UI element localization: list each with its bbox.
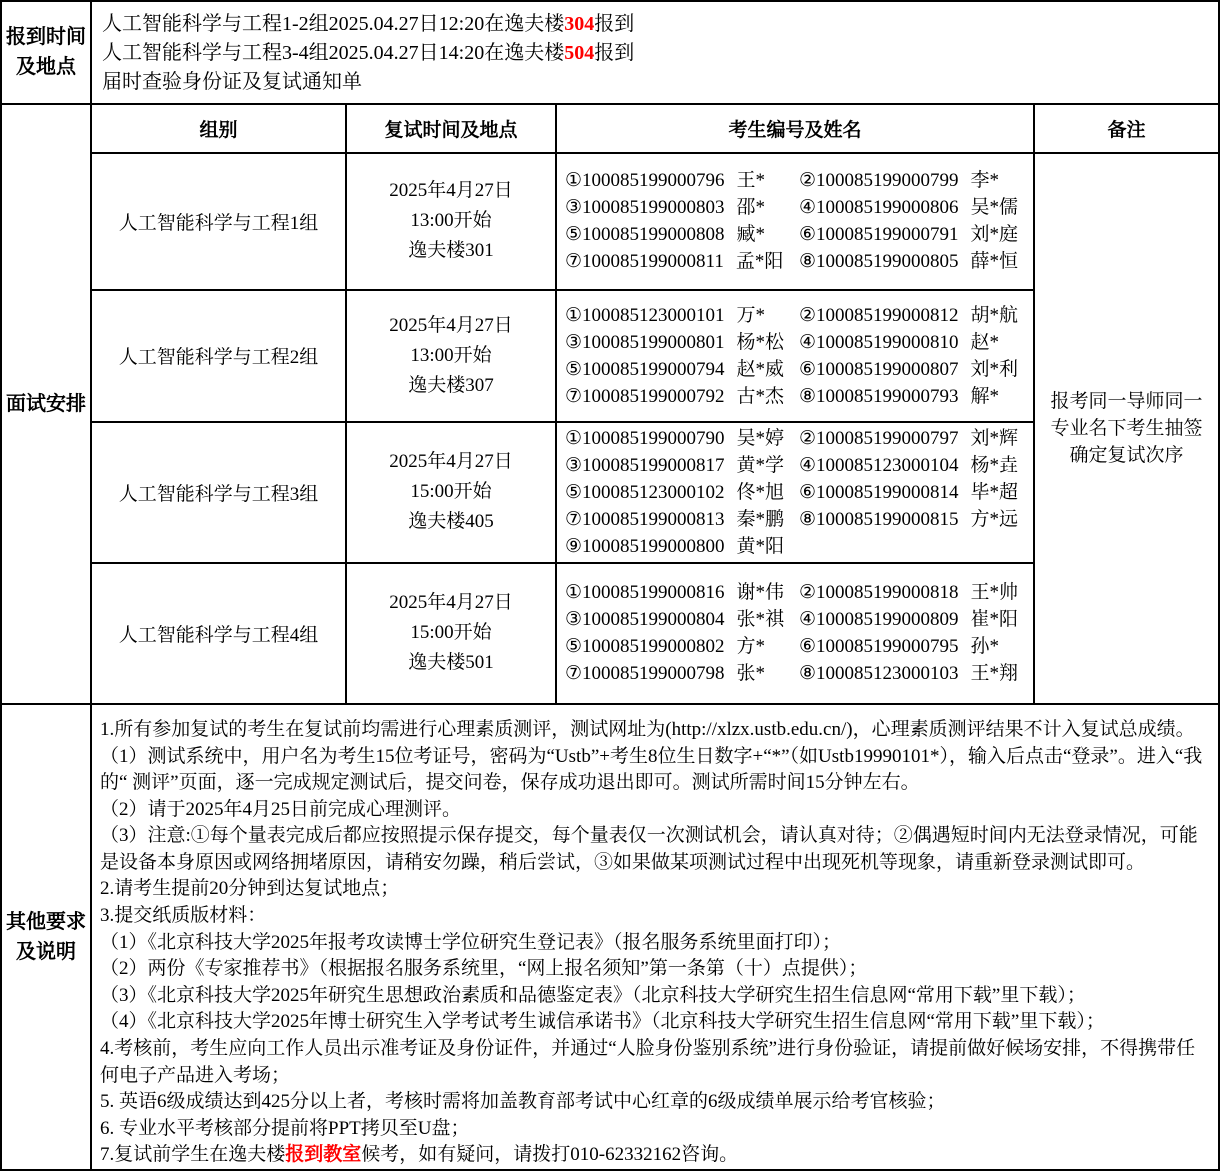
candidate-number: ⑤	[565, 636, 583, 658]
candidate-id: 100085123000104	[816, 454, 959, 476]
group-name-cell: 人工智能科学与工程2组	[92, 291, 347, 423]
candidate-id: 100085199000791	[816, 224, 959, 246]
candidate-number: ④	[799, 609, 817, 631]
interview-table	[92, 105, 1218, 703]
candidate-id: 100085199000790	[582, 427, 725, 449]
column-header-group: 组别	[92, 105, 347, 154]
candidate-number: ⑨	[565, 535, 583, 557]
candidate-number: ⑧	[799, 663, 817, 685]
checkin-label-line-2: 及地点	[16, 56, 76, 79]
note-line	[100, 1089, 1208, 1116]
candidate-entry	[565, 221, 799, 248]
candidate-id: 100085199000799	[816, 170, 959, 192]
candidate-id: 100085199000801	[582, 331, 725, 353]
candidate-number: ⑦	[565, 251, 583, 273]
highlighted-text: 504	[564, 42, 595, 64]
candidate-number: ⑥	[799, 481, 817, 503]
interview-section	[2, 105, 1218, 705]
candidate-number: ③	[565, 609, 583, 631]
candidate-id: 100085199000800	[582, 535, 725, 557]
time-line: 2025年4月27日	[389, 592, 513, 614]
candidate-id: 100085123000103	[816, 663, 959, 685]
candidate-name: 臧*	[736, 224, 766, 246]
candidate-number: ⑦	[565, 385, 583, 407]
candidate-entry	[799, 660, 1018, 687]
candidate-number: ①	[565, 304, 583, 326]
checkin-line	[102, 68, 1208, 97]
candidate-id: 100085199000802	[582, 636, 725, 658]
candidate-number: ①	[565, 582, 583, 604]
candidate-number: ⑤	[565, 224, 583, 246]
text-run: 报到	[594, 42, 635, 64]
candidate-name: 吴*婷	[736, 427, 785, 449]
candidate-number: ③	[565, 331, 583, 353]
candidate-entry	[799, 606, 1018, 633]
candidate-entry	[565, 506, 799, 533]
text-run: （4）《北京科技大学2025年博士研究生入学考试考生诚信承诺书》（北京科技大学研究生招生信息网“常用下载”里下载）；	[100, 1011, 1105, 1033]
candidate-entry	[565, 533, 799, 560]
candidate-entry	[799, 221, 1018, 248]
candidate-id: 100085123000101	[582, 304, 725, 326]
group-time-cell	[347, 291, 557, 423]
candidate-name: 解*	[970, 385, 1000, 407]
candidate-name: 毕*超	[970, 481, 1019, 503]
group-candidates-cell	[557, 564, 1035, 703]
candidate-id: 100085123000102	[582, 481, 725, 503]
candidate-entry	[799, 579, 1018, 606]
text-run: （2）两份《专家推荐书》（根据报名服务系统里，“网上报名须知”第一条第（十）点提供）；	[100, 958, 868, 980]
candidate-name: 杨*垚	[970, 454, 1019, 476]
group-name-cell: 人工智能科学与工程3组	[92, 423, 347, 564]
candidate-name: 方*远	[970, 508, 1019, 530]
candidate-number: ⑤	[565, 358, 583, 380]
candidate-name: 谢*伟	[736, 582, 785, 604]
text-run: 人工智能科学与工程3-4组2025.04.27日14:20在逸夫楼	[102, 42, 565, 64]
candidate-entry	[799, 479, 1018, 506]
candidate-id: 100085199000815	[816, 508, 959, 530]
group-name-cell: 人工智能科学与工程4组	[92, 564, 347, 703]
candidate-id: 100085199000817	[582, 454, 725, 476]
candidate-name: 杨*松	[736, 331, 785, 353]
candidate-entry	[799, 452, 1018, 479]
note-line	[100, 983, 1208, 1010]
interview-section-label	[2, 105, 92, 703]
candidate-name: 邵*	[736, 197, 766, 219]
candidate-id: 100085199000798	[582, 663, 725, 685]
column-header-candidates: 考生编号及姓名	[557, 105, 1035, 154]
remark-cell: 报考同一导师同一专业名下考生抽签确定复试次序	[1050, 390, 1203, 466]
candidates-grid	[565, 425, 1018, 560]
candidate-entry	[565, 302, 799, 329]
candidate-entry	[799, 425, 1018, 452]
other-section-label	[2, 705, 92, 1169]
candidate-name: 张*	[736, 663, 766, 685]
candidates-grid	[565, 302, 1018, 410]
group-time-cell	[347, 564, 557, 703]
candidate-id: 100085199000816	[582, 582, 725, 604]
candidate-id: 100085199000809	[816, 609, 959, 631]
other-label-line-2: 及说明	[16, 940, 76, 963]
candidate-id: 100085199000795	[816, 636, 959, 658]
note-line	[100, 903, 1208, 930]
text-run: 1.所有参加复试的考生在复试前均需进行心理素质测评，测试网址为(http://xlzx.ustb.edu.cn/)，心理素质测评结果不计入复试总成绩。	[100, 718, 1195, 740]
candidate-id: 100085199000792	[582, 385, 725, 407]
candidate-name: 王*帅	[970, 582, 1019, 604]
candidate-entry	[565, 194, 799, 221]
notes-content	[92, 705, 1218, 1169]
candidate-name: 赵*威	[736, 358, 785, 380]
candidate-entry	[799, 356, 1018, 383]
candidate-entry	[565, 633, 799, 660]
note-line	[100, 797, 1208, 824]
text-run: 人工智能科学与工程1-2组2025.04.27日12:20在逸夫楼	[102, 13, 565, 35]
candidate-id: 100085199000803	[582, 197, 725, 219]
text-run: 报到	[594, 13, 635, 35]
note-line	[100, 1116, 1208, 1143]
time-line: 15:00开始	[410, 481, 492, 503]
candidate-number: ⑤	[565, 481, 583, 503]
checkin-section	[2, 2, 1218, 105]
candidate-entry	[565, 479, 799, 506]
candidate-name: 秦*鹏	[736, 508, 785, 530]
note-line	[100, 1142, 1208, 1169]
text-run: （2）请于2025年4月25日前完成心理测评。	[100, 798, 462, 820]
text-run: （3）《北京科技大学2025年研究生思想政治素质和品德鉴定表》（北京科技大学研究生招生信息网“常用下载”里下载）；	[100, 984, 1086, 1006]
text-run: （1）测试系统中，用户名为考生15位考证号，密码为“Ustb”+考生8位生日数字+“*”（如Ustb19990101*），输入后点击“登录”。进入“我的“ 测评”页面，逐一完成规定测试后，提交问卷，保存成功退出即可。测试所需时间15分钟左右。	[100, 745, 1203, 794]
candidate-entry	[799, 167, 1018, 194]
candidate-entry	[565, 329, 799, 356]
candidate-number: ④	[799, 331, 817, 353]
text-run: 2.请考生提前20分钟到达复试地点；	[100, 878, 400, 900]
text-run: 3.提交纸质版材料：	[100, 905, 267, 927]
candidate-number: ⑥	[799, 224, 817, 246]
candidate-entry	[565, 425, 799, 452]
candidate-id: 100085199000794	[582, 358, 725, 380]
candidate-number: ①	[565, 427, 583, 449]
candidate-number: ②	[799, 427, 817, 449]
candidate-name: 王*	[736, 170, 766, 192]
candidate-id: 100085199000811	[582, 251, 724, 273]
note-line	[100, 823, 1208, 876]
group-time-cell	[347, 154, 557, 291]
time-line: 13:00开始	[410, 344, 492, 366]
note-line	[100, 876, 1208, 903]
candidate-name: 胡*航	[970, 304, 1019, 326]
candidate-number: ②	[799, 304, 817, 326]
other-label-line-1: 其他要求	[6, 910, 86, 933]
highlighted-text: 304	[564, 13, 595, 35]
candidate-entry	[799, 633, 1018, 660]
checkin-line	[102, 10, 1208, 39]
group-candidates-cell	[557, 423, 1035, 564]
note-line	[100, 930, 1208, 957]
candidate-name: 薛*恒	[970, 251, 1019, 273]
candidate-name: 万*	[736, 304, 766, 326]
time-line: 13:00开始	[410, 210, 492, 232]
time-line: 2025年4月27日	[389, 451, 513, 473]
candidate-entry	[799, 194, 1018, 221]
text-run: 7.复试前学生在逸夫楼	[100, 1144, 286, 1166]
candidate-entry	[565, 579, 799, 606]
candidate-entry	[565, 606, 799, 633]
candidate-name: 张*祺	[736, 609, 785, 631]
column-header-remark: 备注	[1035, 105, 1218, 154]
candidate-id: 100085199000797	[816, 427, 959, 449]
candidate-name: 刘*辉	[970, 427, 1019, 449]
time-line: 逸夫楼501	[408, 652, 494, 674]
highlighted-text: 报到教室	[285, 1144, 362, 1166]
time-line: 15:00开始	[410, 622, 492, 644]
candidate-name: 方*	[736, 636, 766, 658]
candidate-id: 100085199000805	[816, 251, 959, 273]
candidate-name: 黄*阳	[736, 535, 785, 557]
text-run: 候考，如有疑问，请拨打010-62332162咨询。	[361, 1144, 739, 1166]
candidate-id: 100085199000818	[816, 582, 959, 604]
note-line	[100, 956, 1208, 983]
text-run: （1）《北京科技大学2025年报考攻读博士学位研究生登记表》（报名服务系统里面打印）；	[100, 931, 842, 953]
group-candidates-cell	[557, 291, 1035, 423]
candidate-id: 100085199000804	[582, 609, 725, 631]
candidate-entry	[565, 167, 799, 194]
candidate-entry	[799, 329, 1018, 356]
candidate-name: 孙*	[970, 636, 1000, 658]
candidate-id: 100085199000806	[816, 197, 959, 219]
candidate-id: 100085199000810	[816, 331, 959, 353]
interview-label-line-1: 面试安排	[6, 392, 86, 415]
checkin-label-line-1: 报到时间	[6, 26, 86, 49]
candidate-number: ②	[799, 170, 817, 192]
column-header-time: 复试时间及地点	[347, 105, 557, 154]
candidate-number: ⑧	[799, 385, 817, 407]
candidate-number: ③	[565, 197, 583, 219]
checkin-section-label	[2, 2, 92, 103]
candidate-number: ②	[799, 582, 817, 604]
candidate-name: 黄*学	[736, 454, 785, 476]
candidate-entry	[799, 506, 1018, 533]
candidate-number: ⑥	[799, 636, 817, 658]
candidate-number: ⑧	[799, 508, 817, 530]
candidate-name: 佟*旭	[736, 481, 785, 503]
candidate-id: 100085199000807	[816, 358, 959, 380]
candidate-number: ⑦	[565, 663, 583, 685]
candidate-name: 吴*儒	[970, 197, 1019, 219]
candidate-name: 王*翔	[970, 663, 1019, 685]
candidate-id: 100085199000813	[582, 508, 725, 530]
candidate-entry	[799, 383, 1018, 410]
candidates-grid	[565, 579, 1018, 687]
candidate-name: 李*	[970, 170, 1000, 192]
candidate-name: 崔*阳	[970, 609, 1019, 631]
candidate-id: 100085199000814	[816, 481, 959, 503]
candidate-entry	[565, 248, 799, 275]
text-run: 6. 专业水平考核部分提前将PPT拷贝至U盘；	[100, 1117, 470, 1139]
time-line: 2025年4月27日	[389, 314, 513, 336]
candidate-entry	[565, 452, 799, 479]
note-line	[100, 744, 1208, 797]
candidate-entry	[799, 302, 1018, 329]
candidate-entry	[565, 356, 799, 383]
candidate-id: 100085199000796	[582, 170, 725, 192]
note-line	[100, 717, 1208, 744]
note-line	[100, 1009, 1208, 1036]
time-line: 逸夫楼301	[408, 240, 494, 262]
candidate-number: ①	[565, 170, 583, 192]
note-line	[100, 1036, 1208, 1089]
candidate-number: ⑦	[565, 508, 583, 530]
group-time-cell	[347, 423, 557, 564]
candidate-id: 100085199000793	[816, 385, 959, 407]
text-run: 届时查验身份证及复试通知单	[102, 71, 362, 93]
candidate-id: 100085199000808	[582, 224, 725, 246]
text-run: （3）注意:①每个量表完成后都应按照提示保存提交，每个量表仅一次测试机会，请认真对待；②偶遇短时间内无法登录情况，可能是设备本身原因或网络拥堵原因，请稍安勿躁，稍后尝试，③如果做某项测试过程中出现死机等现象，请重新登录测试即可。	[100, 825, 1198, 873]
time-line: 逸夫楼405	[408, 511, 494, 533]
candidates-grid	[565, 167, 1018, 275]
candidate-name: 古*杰	[736, 385, 785, 407]
candidate-number: ④	[799, 197, 817, 219]
group-name-cell: 人工智能科学与工程1组	[92, 154, 347, 291]
candidate-name: 赵*	[970, 331, 1000, 353]
candidate-number: ⑥	[799, 358, 817, 380]
time-line: 逸夫楼307	[408, 374, 494, 396]
candidate-number: ⑧	[799, 251, 817, 273]
candidate-number: ④	[799, 454, 817, 476]
candidate-name: 孟*阳	[735, 251, 784, 273]
candidate-name: 刘*庭	[970, 224, 1019, 246]
group-candidates-cell	[557, 154, 1035, 291]
checkin-line	[102, 39, 1208, 68]
other-requirements-section	[2, 705, 1218, 1169]
time-line: 2025年4月27日	[389, 180, 513, 202]
candidate-id: 100085199000812	[816, 304, 959, 326]
candidate-entry	[799, 248, 1018, 275]
candidate-entry	[565, 660, 799, 687]
candidate-name: 刘*利	[970, 358, 1019, 380]
candidate-entry	[565, 383, 799, 410]
checkin-content	[92, 2, 1218, 103]
text-run: 5. 英语6级成绩达到425分以上者，考核时需将加盖教育部考试中心红章的6级成绩单展示给考官核验；	[100, 1091, 946, 1113]
candidate-number: ③	[565, 454, 583, 476]
text-run: 4.考核前，考生应向工作人员出示准考证及身份证件，并通过“人脸身份鉴别系统”进行身份验证，请提前做好候场安排，不得携带任何电子产品进入考场；	[100, 1038, 1196, 1086]
